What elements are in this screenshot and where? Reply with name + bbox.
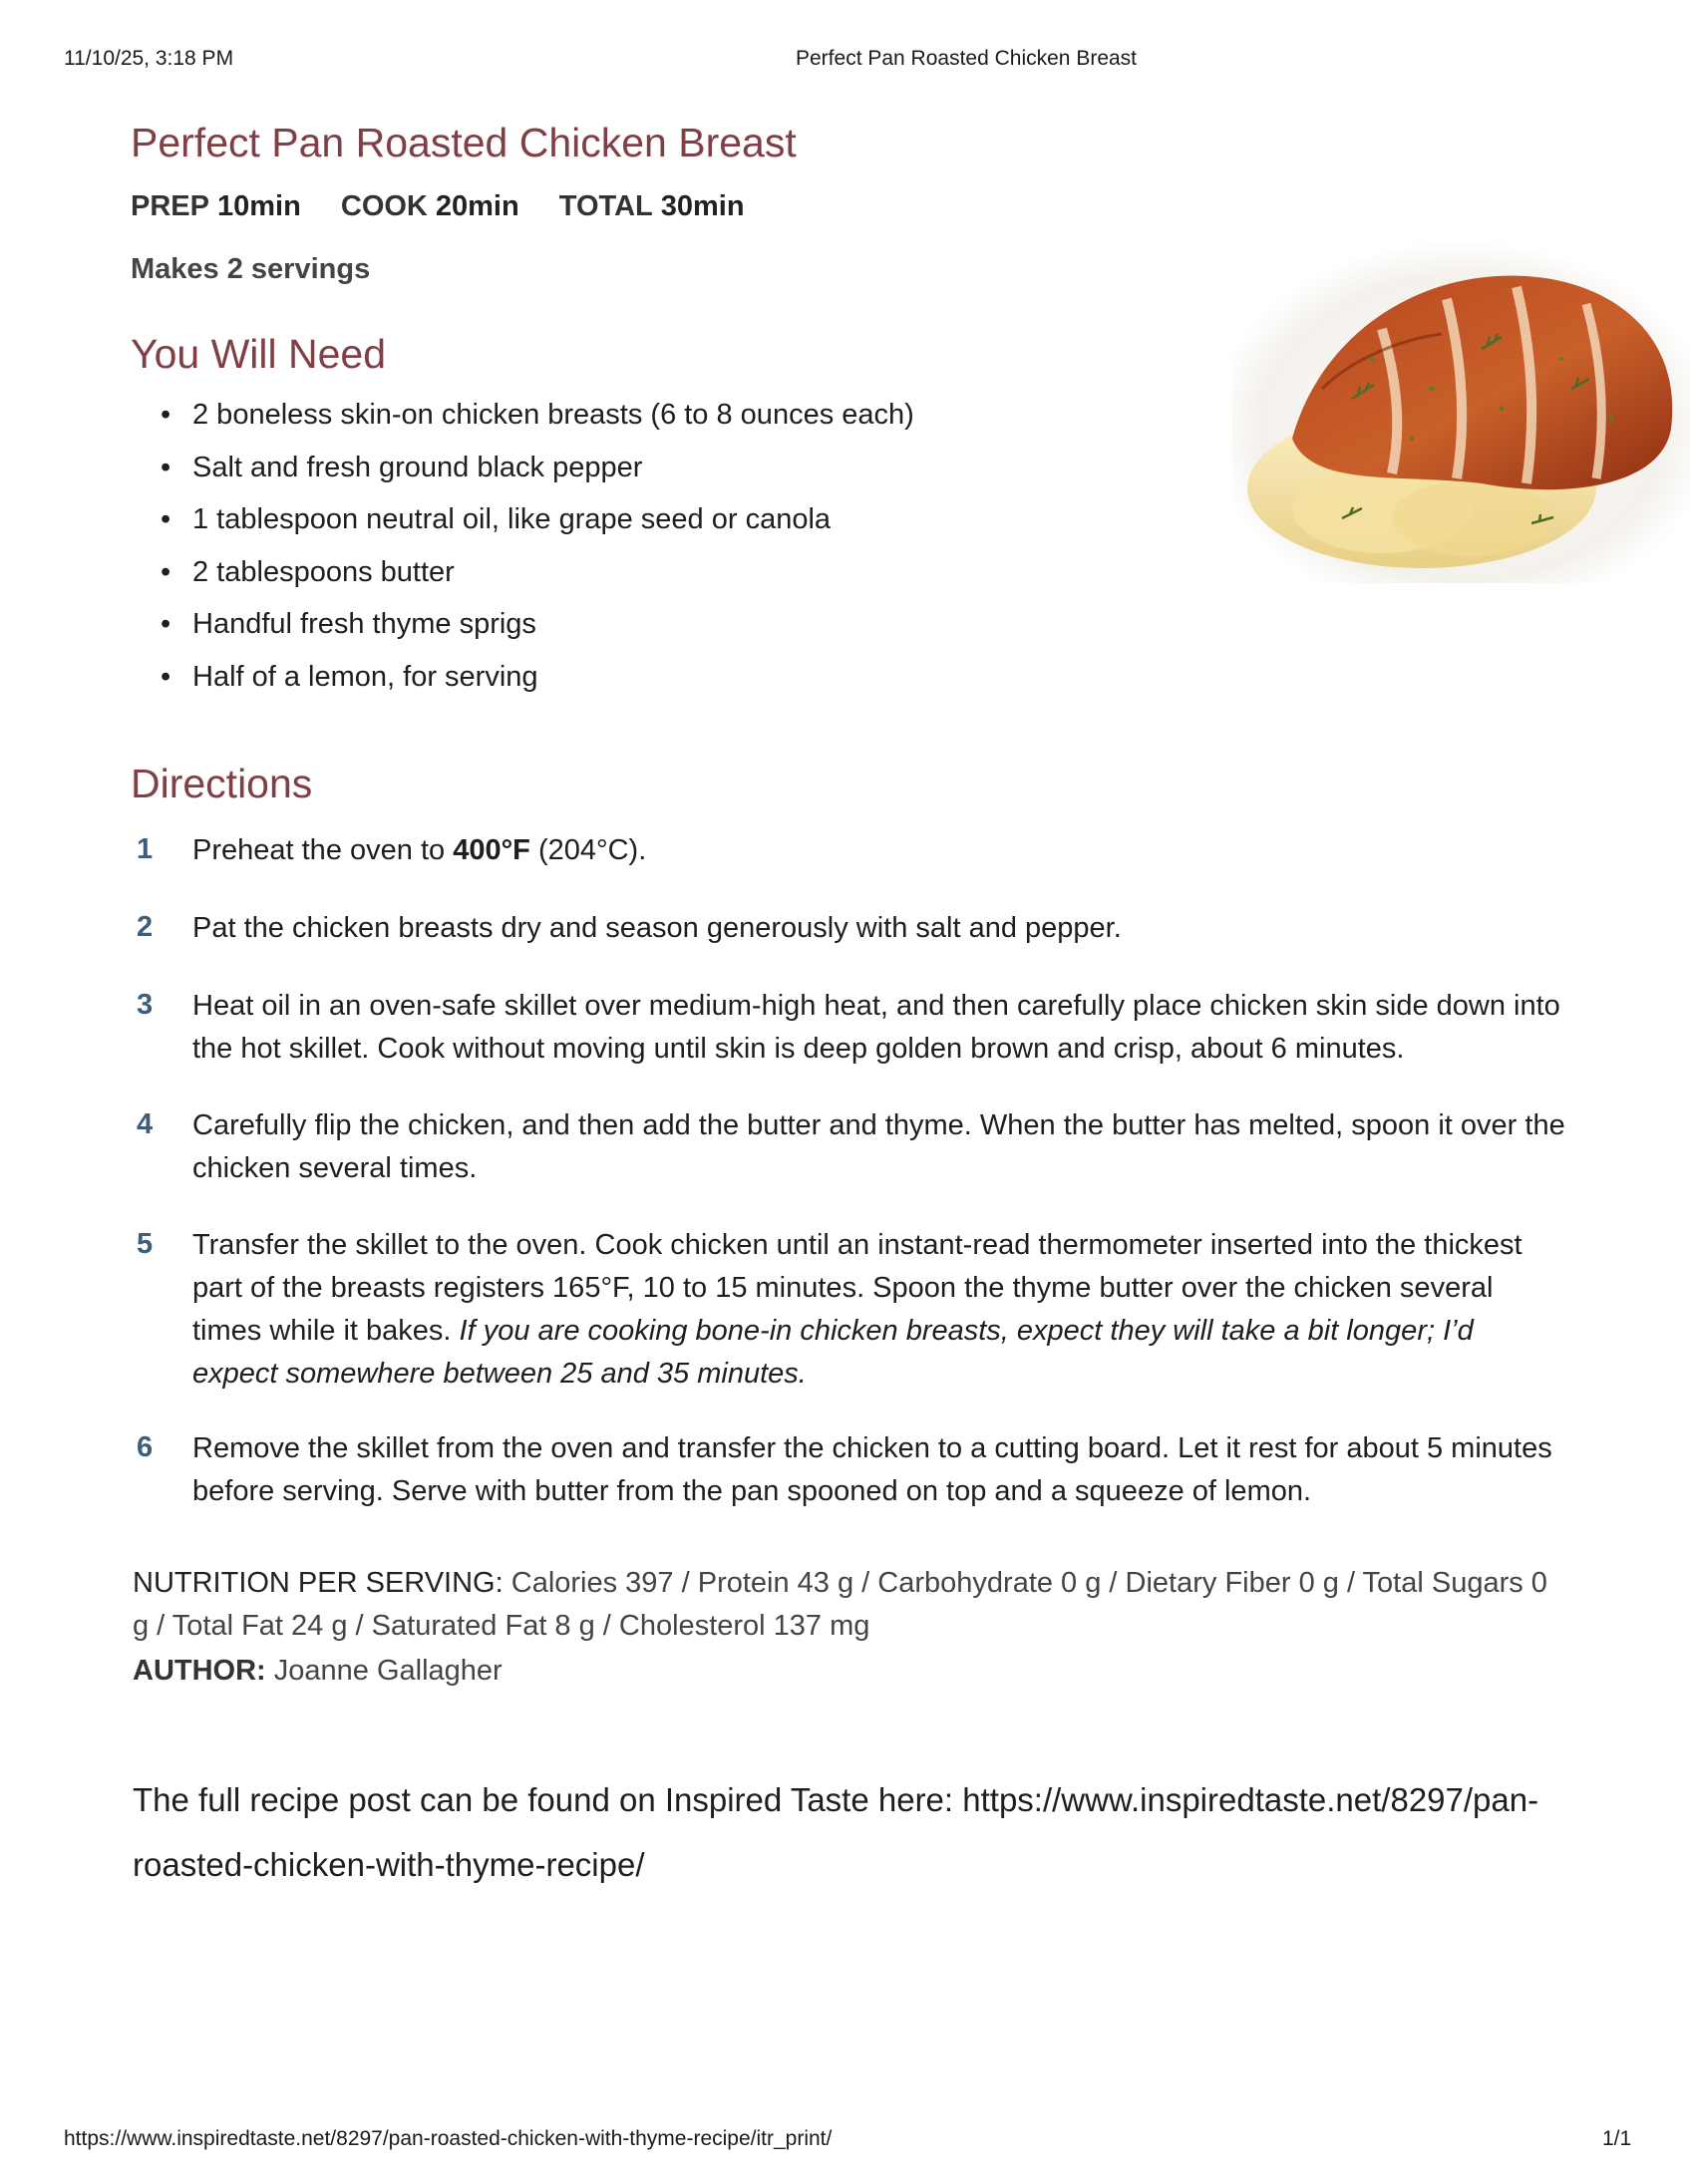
step-number: 2 (137, 911, 154, 943)
ingredient-item: • 2 boneless skin-on chicken breasts (6 to 8 ounces each) (161, 399, 914, 431)
print-header-title: Perfect Pan Roasted Chicken Breast (796, 47, 1138, 70)
step-number: 4 (137, 1108, 154, 1140)
servings: Makes 2 servings (131, 253, 371, 285)
step-text: Remove the skillet from the oven and transfer the chicken to a cutting board. Let it rest for about 5 minutes before serving. Serve with butter from the pan spooned on top and a squeeze of lemon. (192, 1432, 1552, 1507)
ingredient-text: Handful fresh thyme sprigs (192, 608, 536, 640)
step-text: Heat oil in an oven-safe skillet over medium-high heat, and then carefully place chicken skin side down into the hot skillet. Cook without moving until skin is deep golden brown and crisp, about 6 minutes. (192, 990, 1560, 1065)
step-number: 3 (137, 989, 154, 1021)
total-value: 30min (660, 190, 745, 222)
cook-label: COOK (340, 190, 428, 222)
step-text: Transfer the skillet to the oven. Cook chicken until an instant-read thermometer inserted into the thickest part of the breasts registers 165°F, 10 to 15 minutes. Spoon the thyme butter over the chicken several times while it bakes. If you are cooking bone-in chicken breasts, expect they will take a bit longer; I’d expect somewhere between 25 and 35 minutes. (192, 1229, 1522, 1390)
prep-time (131, 190, 341, 222)
step-text: Pat the chicken breasts dry and season generously with salt and pepper. (192, 912, 1122, 944)
author-name: Joanne Gallagher (273, 1655, 503, 1687)
ingredient-text: Salt and fresh ground black pepper (192, 451, 643, 483)
ingredient-item: • Handful fresh thyme sprigs (161, 608, 536, 640)
ingredients-heading: You Will Need (131, 331, 387, 377)
cook-value: 20min (435, 190, 519, 222)
step-number: 6 (137, 1431, 154, 1463)
prep-value: 10min (216, 190, 301, 222)
nutrition-info (133, 1562, 1568, 1648)
print-footer-url: https://www.inspiredtaste.net/8297/pan-roasted-chicken-with-thyme-recipe/itr_print/ (64, 2127, 833, 2150)
total-label: TOTAL (558, 190, 653, 222)
cook-time (341, 190, 559, 222)
ingredient-list (131, 399, 914, 713)
recipe-times (131, 190, 777, 223)
nutrition-label: NUTRITION PER SERVING: (133, 1567, 504, 1599)
print-footer-page-number: 1/1 (1602, 2127, 1632, 2150)
directions-heading: Directions (131, 761, 313, 806)
author-label: AUTHOR: (133, 1655, 266, 1687)
step-number: 5 (137, 1228, 154, 1260)
ingredient-text: 2 boneless skin-on chicken breasts (6 to 8 ounces each) (192, 399, 914, 431)
total-time (559, 190, 777, 222)
recipe-photo (1232, 239, 1690, 583)
prep-label: PREP (131, 190, 209, 222)
step-number: 1 (137, 833, 154, 865)
ingredient-item: • Half of a lemon, for serving (161, 660, 538, 693)
step-text: Preheat the oven to 400°F (204°C). (192, 834, 647, 866)
ingredient-text: 1 tablespoon neutral oil, like grape seed or canola (192, 503, 832, 535)
ingredient-item: • Salt and fresh ground black pepper (161, 451, 643, 483)
full-recipe-note: The full recipe post can be found on Inspired Taste here: https://www.inspiredtaste.net/8297/pan-roasted-chicken-with-thyme-recipe/ (133, 1781, 1539, 1883)
ingredient-item: • 2 tablespoons butter (161, 555, 455, 588)
ingredient-text: Half of a lemon, for serving (192, 660, 538, 693)
recipe-title: Perfect Pan Roasted Chicken Breast (131, 120, 797, 165)
nutrition-values: Calories 397 / Protein 43 g / Carbohydrate 0 g / Dietary Fiber 0 g / Total Sugars 0 g / Total Fat 24 g / Saturated Fat 8 g / Cholesterol 137 mg (133, 1567, 1547, 1642)
print-header-datetime: 11/10/25, 3:18 PM (64, 47, 234, 70)
ingredient-item: • 1 tablespoon neutral oil, like grape seed or canola (161, 503, 832, 535)
step-text: Carefully flip the chicken, and then add the butter and thyme. When the butter has melted, spoon it over the chicken several times. (192, 1109, 1565, 1184)
author-line (133, 1655, 503, 1688)
ingredient-text: 2 tablespoons butter (192, 555, 455, 588)
